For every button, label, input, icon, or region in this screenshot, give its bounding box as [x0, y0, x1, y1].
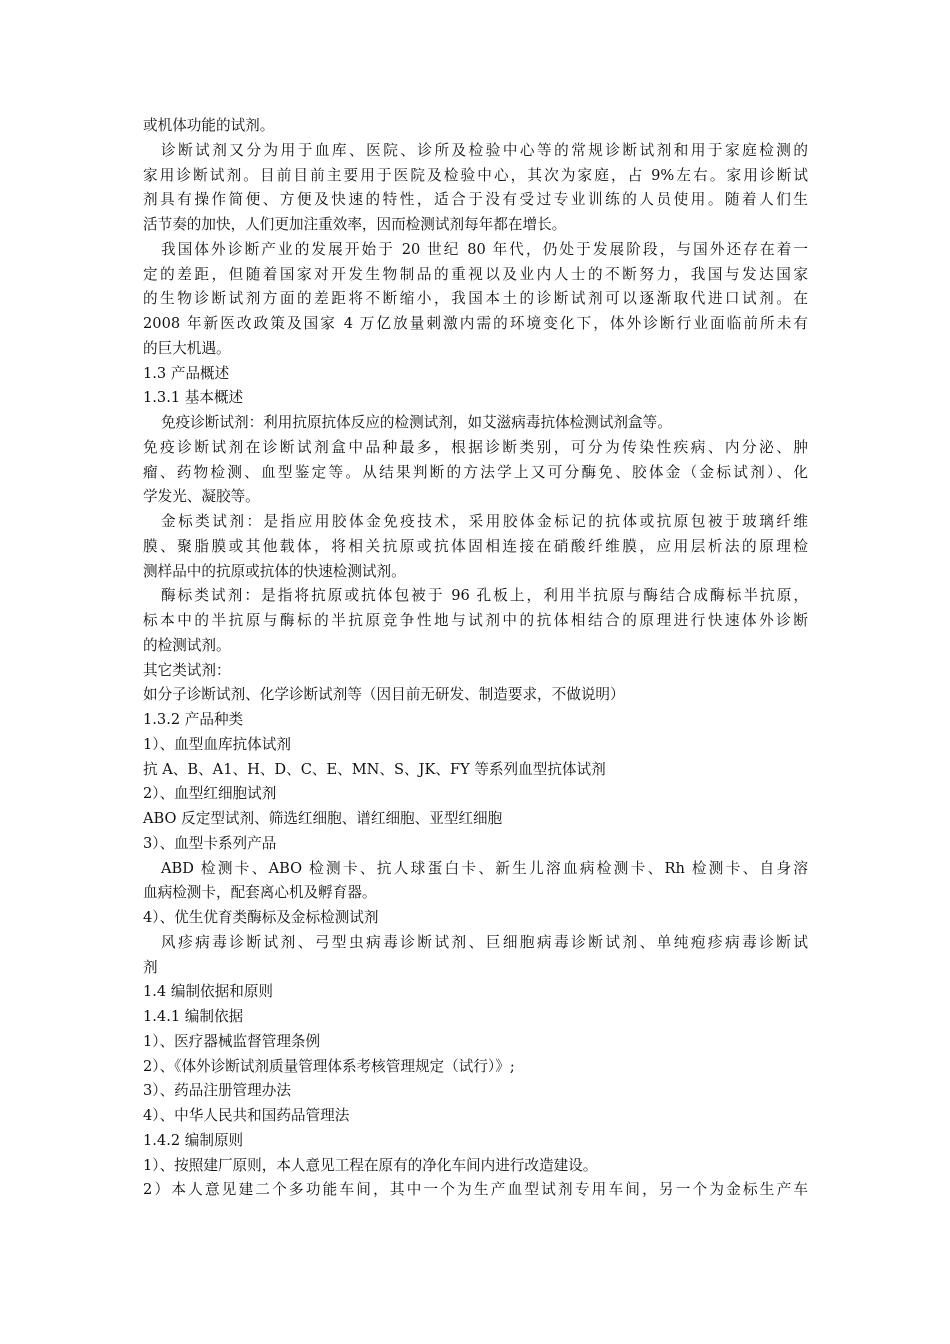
paragraph-line: 的检测试剂。 — [143, 636, 231, 654]
paragraph-line: 剂具有操作简便、方便及快速的特性，适合于没有受过专业训练的人员使用。随着人们生 — [143, 191, 808, 209]
paragraph-line: 剂 — [143, 958, 158, 976]
text-line: 其它类试剂： — [143, 661, 231, 679]
paragraph-line: 免疫诊断试剂在诊断试剂盒中品种最多，根据诊断类别，可分为传染性疾病、内分泌、肿 — [143, 438, 808, 456]
list-item: 4）、中华人民共和国药品管理法 — [143, 1107, 350, 1124]
paragraph-line: 定的差距，但随着国家对开发生物制品的重视以及业内人士的不断努力，我国与发达国家 — [143, 265, 808, 283]
paragraph-line: 风疹病毒诊断试剂、弓型虫病毒诊断试剂、巨细胞病毒诊断试剂、单纯疱疹病毒诊断试 — [161, 933, 808, 951]
paragraph-line: 家用诊断试剂。目前目前主要用于医院及检验中心，其次为家庭，占 9%左右。家用诊断试 — [143, 166, 808, 184]
document-page — [143, 114, 808, 1203]
paragraph-line: 标本中的半抗原与酶标的半抗原竞争性地与试剂中的抗体相结合的原理进行快速体外诊断 — [143, 612, 808, 629]
paragraph-line: 免疫诊断试剂：利用抗原抗体反应的检测试剂，如艾滋病毒抗体检测试剂盒等。 — [161, 414, 672, 431]
paragraph-line: 活节奏的加快，人们更加注重效率，因而检测试剂每年都在增长。 — [143, 216, 567, 233]
paragraph-line: 我国体外诊断产业的发展开始于 20 世纪 80 年代，仍处于发展阶段，与国外还存在着一 — [161, 240, 808, 258]
list-item: 1）、按照建厂原则，本人意见工程在原有的净化车间内进行改造建设。 — [143, 1156, 598, 1174]
list-item: 2）、血型红细胞试剂 — [143, 785, 277, 803]
paragraph-line: 的巨大机遇。 — [143, 339, 231, 357]
list-item: 4）、优生优育类酶标及金标检测试剂 — [143, 909, 379, 926]
list-item: 3）、血型卡系列产品 — [143, 834, 277, 852]
section-heading: 1.3 产品概述 — [143, 364, 230, 382]
paragraph-line: ABD 检测卡、ABO 检测卡、抗人球蛋白卡、新生儿溶血病检测卡、Rh 检测卡、自身溶 — [161, 859, 808, 877]
paragraph-line: 血病检测卡，配套离心机及孵育器。 — [143, 884, 377, 902]
paragraph-line: 2008 年新医改政策及国家 4 万亿放量刺激内需的环境变化下，体外诊断行业面临前所未有 — [143, 315, 808, 332]
section-heading: 1.4 编制依据和原则 — [143, 983, 274, 1001]
subsection-heading: 1.4.2 编制原则 — [143, 1131, 244, 1149]
list-item: 1）、血型血库抗体试剂 — [143, 735, 291, 753]
text-line: 抗 A、B、A1、H、D、C、E、MN、S、JK、FY 等系列血型抗体试剂 — [143, 760, 606, 778]
paragraph-line: 瘤、药物检测、血型鉴定等。从结果判断的方法学上又可分酶免、胶体金（金标试剂）、化 — [143, 463, 808, 481]
paragraph-line: 诊断试剂又分为用于血库、医院、诊所及检验中心等的常规诊断试剂和用于家庭检测的 — [161, 141, 808, 159]
subsection-heading: 1.3.2 产品种类 — [143, 711, 244, 728]
text-line: ABO 反定型试剂、筛选红细胞、谱红细胞、亚型红细胞 — [143, 810, 503, 827]
text-line: 或机体功能的试剂。 — [143, 117, 275, 134]
paragraph-line: 金标类试剂：是指应用胶体金免疫技术，采用胶体金标记的抗体或抗原包被于玻璃纤维 — [161, 513, 808, 530]
paragraph-line: 学发光、凝胶等。 — [143, 488, 260, 506]
list-item: 1）、医疗器械监督管理条例 — [143, 1032, 321, 1050]
text-line: 如分子诊断试剂、化学诊断试剂等（因目前无研发、制造要求，不做说明） — [143, 686, 625, 704]
list-item: 2）本人意见建二个多功能车间，其中一个为生产血型试剂专用车间，另一个为金标生产车 — [143, 1181, 808, 1199]
list-item: 3）、药品注册管理办法 — [143, 1082, 291, 1100]
subsection-heading: 1.4.1 编制依据 — [143, 1008, 244, 1025]
subsection-heading: 1.3.1 基本概述 — [143, 389, 244, 407]
list-item: 2）、《体外诊断试剂质量管理体系考核管理规定（试行）》; — [143, 1057, 515, 1075]
paragraph-line: 的生物诊断试剂方面的差距将不断缩小，我国本土的诊断试剂可以逐渐取代进口试剂。在 — [143, 290, 808, 308]
paragraph-line: 膜、聚脂膜或其他载体，将相关抗原或抗体固相连接在硝酸纤维膜，应用层析法的原理检 — [143, 537, 808, 555]
paragraph-line: 测样品中的抗原或抗体的快速检测试剂。 — [143, 562, 406, 580]
paragraph-line: 酶标类试剂：是指将抗原或抗体包被于 96 孔板上，利用半抗原与酶结合成酶标半抗原， — [161, 587, 808, 605]
